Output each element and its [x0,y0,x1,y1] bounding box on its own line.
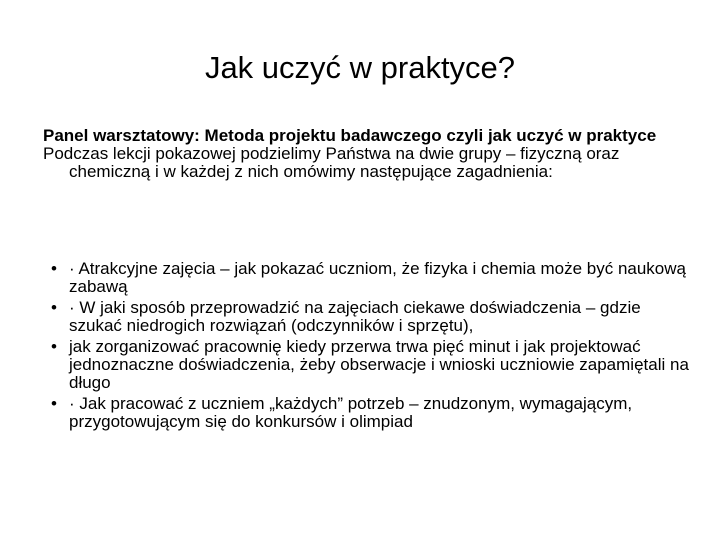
list-item [43,299,693,335]
bullet-icon: • [51,394,57,413]
list-item [43,395,693,431]
intro-paragraph-groups: Podczas lekcji pokazowej podzielimy Państwa na dwie grupy – fizyczną oraz chemiczną i w każdej z nich omówimy następujące zagadnienia: [43,144,620,181]
intro-paragraph-panel: Panel warsztatowy: Metoda projektu badawczego czyli jak uczyć w praktyce [43,126,657,145]
list-item-text: jak zorganizować pracownię kiedy przerwa trwa pięć minut i jak projektować jednoznaczne doświadczenia, żeby obserwacje i wnioski uczniowie zapamiętali na długo [69,337,689,392]
bullet-icon: • [51,298,57,317]
list-item-text: · Jak pracować z uczniem „każdych” potrzeb – znudzonym, wymagającym, przygotowującym się do konkursów i olimpiad [69,394,633,431]
bullet-icon: • [51,337,57,356]
bullet-icon: • [51,259,57,278]
list-item-text: · Atrakcyjne zajęcia – jak pokazać uczniom, że fizyka i chemia może być naukową zabawą [69,259,686,296]
slide-title: Jak uczyć w praktyce? [204,50,516,85]
topic-list [43,260,693,434]
list-item [43,338,693,392]
list-item [43,260,693,296]
intro-text [43,127,693,181]
list-item-text: · W jaki sposób przeprowadzić na zajęciach ciekawe doświadczenia – gdzie szukać niedrogich rozwiązań (odczynników i sprzętu), [69,298,641,335]
